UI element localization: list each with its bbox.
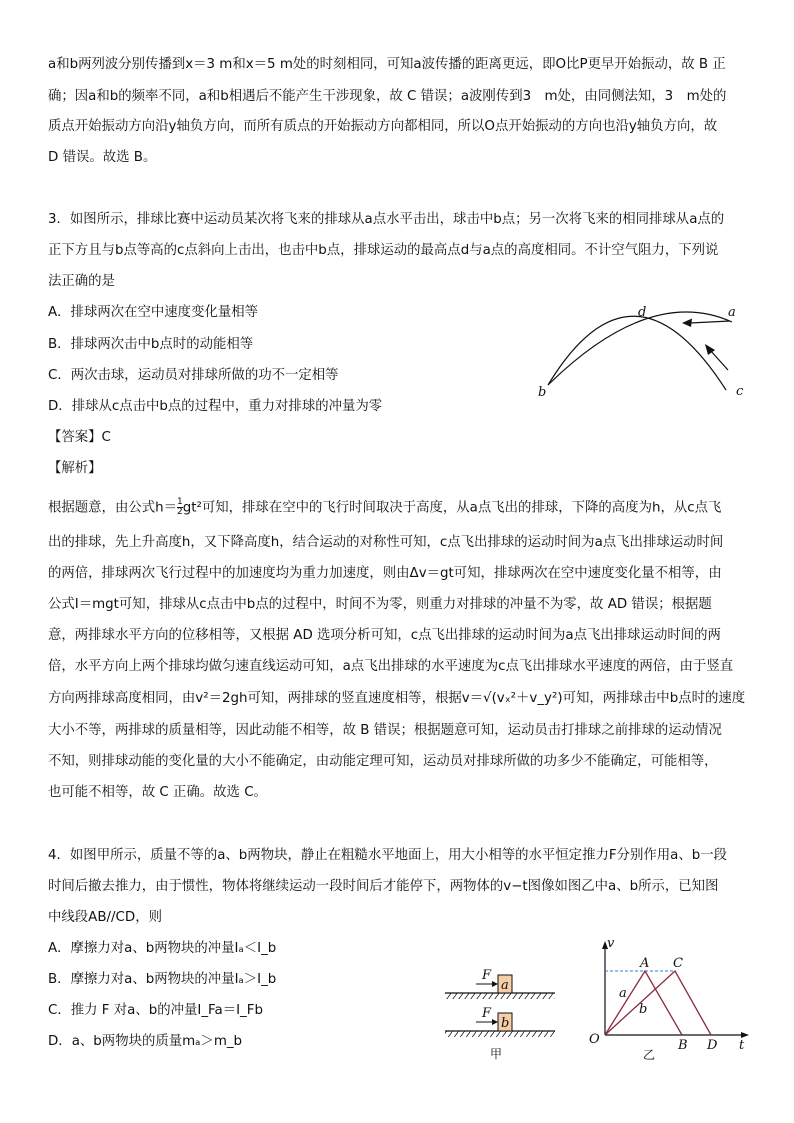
- q3-analysis-line-2: 出的排球，先上升高度h，又下降高度h，结合运动的对称性可知，c点飞出排球的运动时间为a点飞出排球运动时间: [48, 535, 724, 550]
- q3-option-b: B．排球两次击中b点时的动能相等: [48, 337, 254, 352]
- arrow-a-shaft: [690, 321, 730, 323]
- q3-stem-line-1: 3．如图所示，排球比赛中运动员某次将飞来的排球从a点水平击出，球击中b点；另一次将飞来的相同排球从a点的: [48, 212, 725, 227]
- fraction-numerator: 1: [177, 497, 183, 507]
- label-line-b: b: [639, 1002, 648, 1017]
- q3-analysis-line-3: 的两倍，排球两次飞行过程中的加速度均为重力加速度，则由Δv＝gt可知，排球两次在空中速度变化量不相等，由: [48, 566, 722, 581]
- label-t: t: [739, 1038, 745, 1053]
- label-F-a: F: [482, 968, 492, 983]
- prev-line-4: D 错误。故选 B。: [48, 150, 157, 165]
- label-C: C: [673, 956, 683, 971]
- force-arrow-a-head-icon: [492, 981, 498, 987]
- q3-option-a: A．排球两次在空中速度变化量相等: [48, 305, 259, 320]
- curve-a-to-b: [548, 312, 732, 385]
- label-O: O: [589, 1032, 600, 1047]
- q4-option-b: B．摩擦力对a、b两物块的冲量Iₐ＞I_b: [48, 972, 277, 987]
- fraction-denominator: 2: [177, 507, 183, 517]
- q3-option-d: D．排球从c点击中b点的过程中，重力对排球的冲量为零: [48, 399, 383, 414]
- analysis-text-post: gt²可知，排球在空中的飞行时间取决于高度，从a点飞出的排球，下降的高度为h，从c点飞: [182, 500, 722, 516]
- q3-answer: 【答案】C: [48, 430, 111, 445]
- analysis-text-pre: 根据题意，由公式h＝: [48, 500, 178, 516]
- q3-option-c: C．两次击球，运动员对排球所做的功不一定相等: [48, 368, 339, 383]
- prev-line-3: 质点开始振动方向沿y轴负方向，而所有质点的开始振动方向都相同，所以O点开始振动的方向也沿y轴负方向，故: [48, 119, 718, 134]
- q3-analysis-line-8: 大小不等，两排球的质量相等，因此动能不相等，故 B 错误；根据题意可知，运动员击打排球之前排球的运动情况: [48, 723, 722, 738]
- arrow-c-shaft: [710, 350, 728, 370]
- label-D: D: [707, 1038, 718, 1053]
- q4-figure-yi: [585, 935, 755, 1065]
- q3-analysis-line-10: 也可能不相等，故 C 正确。故选 C。: [48, 785, 267, 800]
- prev-line-2: 确；因a和b的频率不同，a和b相遇后不能产生干涉现象，故 C 错误；a波刚传到3 m处，由同侧法知，3 m处的: [48, 89, 727, 104]
- q3-stem-line-3: 法正确的是: [48, 274, 115, 289]
- label-B: B: [678, 1038, 688, 1053]
- q4-stem-line-2: 时间后撤去推力，由于惯性，物体将继续运动一段时间后才能停下，两物体的v−t图像如图乙中a、b所示，已知图: [48, 879, 719, 894]
- arrow-a-head-icon: [682, 319, 692, 328]
- label-d: d: [638, 305, 647, 320]
- q3-analysis-line-1: [48, 498, 721, 519]
- caption-jia: 甲: [490, 1047, 503, 1061]
- q3-analysis-title: 【解析】: [48, 461, 102, 476]
- label-F-b: F: [482, 1006, 492, 1021]
- label-a: a: [728, 305, 736, 320]
- q4-option-d: D．a、b两物块的质量mₐ＞m_b: [48, 1034, 243, 1049]
- label-block-b: b: [501, 1016, 510, 1031]
- q3-trajectory-figure: [530, 300, 760, 405]
- force-arrow-b-head-icon: [492, 1019, 498, 1025]
- label-block-a: a: [501, 978, 509, 993]
- q3-analysis-line-7: 方向两排球高度相同，由v²＝2gh可知，两排球的竖直速度相等，根据v＝√(vₓ²＋v_y²)可知，两排球击中b点时的速度: [48, 691, 746, 706]
- caption-yi: 乙: [643, 1048, 656, 1062]
- curve-c-to-b: [548, 316, 726, 390]
- q4-option-a: A．摩擦力对a、b两物块的冲量Iₐ＜I_b: [48, 941, 277, 956]
- q4-stem-line-3: 中线段AB//CD，则: [48, 910, 162, 925]
- q3-analysis-line-4: 公式I＝mgt可知，排球从c点击中b点的过程中，时间不为零，则重力对排球的冲量不为零，故 AD 错误；根据题: [48, 597, 712, 612]
- q4-option-c: C．推力 F 对a、b的冲量I_Fa＝I_Fb: [48, 1003, 263, 1018]
- q3-analysis-line-6: 倍，水平方向上两个排球均做匀速直线运动可知，a点飞出排球的水平速度为c点飞出排球水平速度的两倍，由于竖直: [48, 659, 734, 674]
- line-b-OCD: [605, 971, 711, 1035]
- q3-analysis-line-5: 意，两排球水平方向的位移相等，又根据 AD 选项分析可知，c点飞出排球的运动时间为a点飞出排球运动时间的两: [48, 628, 721, 643]
- prev-line-1: a和b两列波分别传播到x＝3 m和x＝5 m处的时刻相同，可知a波传播的距离更远，即O比P更早开始振动，故 B 正: [48, 57, 726, 72]
- label-c: c: [736, 384, 744, 399]
- label-A: A: [640, 956, 650, 971]
- q3-stem-line-2: 正下方且与b点等高的c点斜向上击出，也击中b点，排球运动的最高点d与a点的高度相同。不计空气阻力，下列说: [48, 243, 719, 258]
- q3-analysis-line-9: 不知，则排球动能的变化量的大小不能确定，由动能定理可知，运动员对排球所做的功多少不能确定，可能相等，: [48, 754, 718, 769]
- label-b: b: [538, 385, 547, 400]
- ground-hatch-2: [445, 1031, 555, 1037]
- ground-hatch-1: [445, 993, 555, 999]
- label-v: v: [607, 936, 615, 951]
- q4-stem-line-1: 4．如图甲所示，质量不等的a、b两物块，静止在粗糙水平地面上，用大小相等的水平恒定推力F分别作用a、b一段: [48, 848, 727, 863]
- q4-figure-jia: [440, 960, 560, 1065]
- label-line-a: a: [619, 986, 627, 1001]
